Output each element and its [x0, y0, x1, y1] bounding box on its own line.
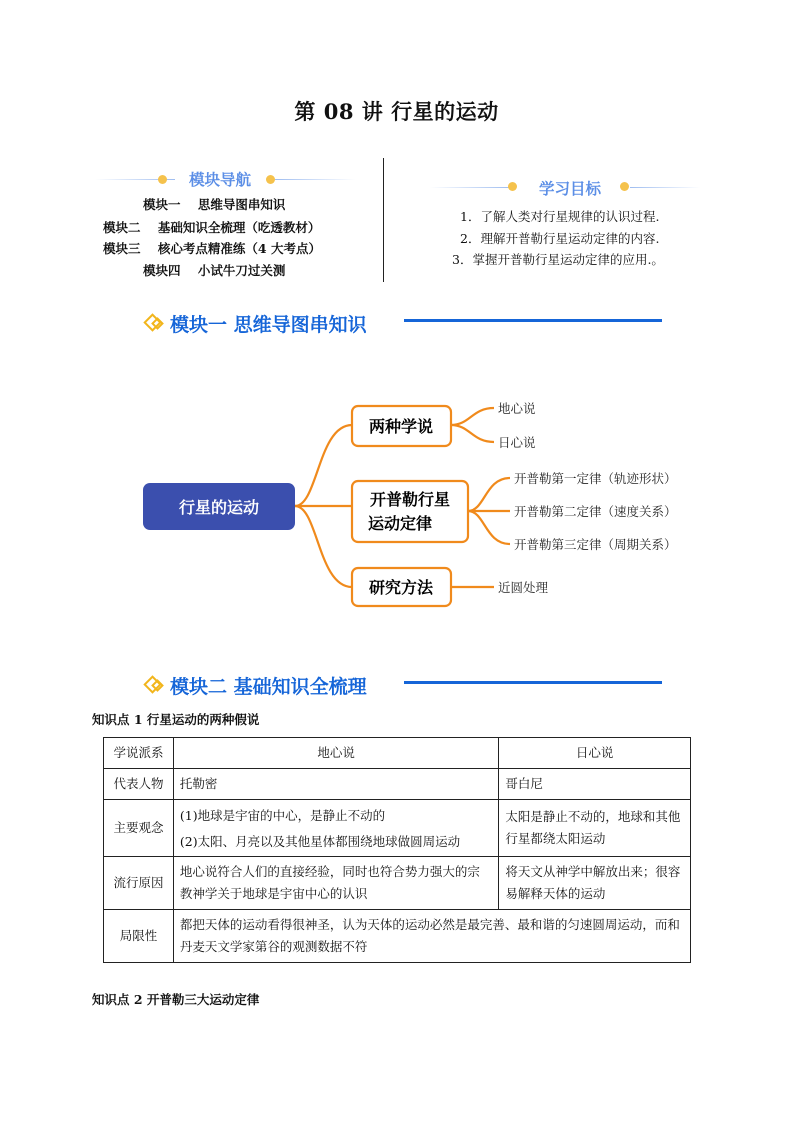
- section-2-heading: 模块二 基础知识全梳理: [170, 676, 367, 698]
- mindmap-leaf-near-circle: 近圆处理: [498, 580, 549, 595]
- connector-b1-l2: [451, 425, 494, 442]
- mindmap-branch-1-label: 两种学说: [368, 417, 434, 436]
- table-header-cell: 日心说: [499, 738, 691, 769]
- table-header-cell: 学说派系: [104, 738, 174, 769]
- goal-heading-dot-right: [620, 182, 629, 191]
- table-row: [104, 857, 691, 910]
- nav-item-module-2[interactable]: 模块二 基础知识全梳理（吃透教材）: [103, 220, 321, 235]
- nav-item-module-4[interactable]: 模块四 小试牛刀过关测: [143, 263, 286, 278]
- table-row-label: 流行原因: [104, 857, 174, 910]
- hypotheses-table: [103, 737, 691, 963]
- table-cell: 托勒密: [173, 769, 498, 800]
- mindmap-leaf-geocentric: 地心说: [498, 401, 536, 416]
- goal-heading: 学习目标: [538, 180, 601, 198]
- goal-item-1: 1．了解人类对行星规律的认识过程.: [460, 209, 660, 224]
- connector-root-b1: [295, 425, 352, 506]
- mindmap-leaf-kepler-3: 开普勒第三定律（周期关系）: [514, 537, 677, 552]
- mindmap-leaf-kepler-2: 开普勒第二定律（速度关系）: [514, 504, 677, 519]
- goal-heading-line-right: [630, 187, 700, 188]
- goal-item-2: 2．理解开普勒行星运动定律的内容.: [460, 231, 660, 246]
- section-1-rule: [404, 319, 662, 322]
- page-title: 第 08 讲 行星的运动: [294, 99, 499, 124]
- section-2-rule: [404, 681, 662, 684]
- nav-heading-line-right: [275, 179, 355, 180]
- column-divider: [383, 158, 384, 282]
- table-cell-line: (1)地球是宇宙的中心，是静止不动的: [179, 808, 386, 823]
- table-cell: 将天文从神学中解放出来；很容易解释天体的运动: [499, 857, 691, 910]
- table-cell: 哥白尼: [499, 769, 691, 800]
- nav-item-module-3[interactable]: 模块三 核心考点精准练（4 大考点）: [103, 241, 321, 256]
- table-row-label: 局限性: [104, 910, 174, 963]
- table-cell: [173, 800, 498, 857]
- table-row: [104, 769, 691, 800]
- goal-item-3: 3．掌握开普勒行星运动定律的应用.。: [452, 252, 664, 267]
- nav-heading-dot-right: [266, 175, 275, 184]
- knowledge-point-2-heading: 知识点 2 开普勒三大运动定律: [92, 992, 260, 1007]
- mindmap-leaf-kepler-1: 开普勒第一定律（轨迹形状）: [514, 471, 677, 486]
- table-cell: 都把天体的运动看得很神圣，认为天体的运动必然是最完善、最和谐的匀速圆周运动，而和丹麦天文学家第谷的观测数据不符: [173, 910, 690, 963]
- connector-b2-l5: [468, 511, 510, 544]
- table-row-label: 主要观念: [104, 800, 174, 857]
- mindmap-branch-2-label-1: 开普勒行星: [369, 490, 451, 509]
- mindmap: [0, 380, 793, 620]
- mindmap-leaf-heliocentric: 日心说: [498, 435, 536, 450]
- connector-root-b3: [295, 506, 352, 587]
- nav-item-module-1[interactable]: 模块一 思维导图串知识: [143, 197, 286, 212]
- connector-b1-l1: [451, 408, 494, 425]
- table-header-cell: 地心说: [173, 738, 498, 769]
- section-1-heading: 模块一 思维导图串知识: [170, 314, 367, 336]
- mindmap-branch-2-label-2: 运动定律: [367, 514, 433, 533]
- mindmap-root-label: 行星的运动: [178, 498, 260, 517]
- table-row-label: 代表人物: [104, 769, 174, 800]
- mindmap-branch-3-label: 研究方法: [368, 578, 434, 597]
- table-cell: 地心说符合人们的直接经验，同时也符合势力强大的宗教神学关于地球是宇宙中心的认识: [173, 857, 498, 910]
- table-cell: 太阳是静止不动的，地球和其他行星都绕太阳运动: [499, 800, 691, 857]
- table-row: [104, 800, 691, 857]
- nav-heading: 模块导航: [188, 171, 251, 189]
- knowledge-point-1-heading: 知识点 1 行星运动的两种假说: [92, 712, 260, 727]
- table-row: [104, 910, 691, 963]
- connector-b2-l3: [468, 478, 510, 511]
- table-cell-line: (2)太阳、月亮以及其他星体都围绕地球做圆周运动: [179, 834, 461, 849]
- table-row: [104, 738, 691, 769]
